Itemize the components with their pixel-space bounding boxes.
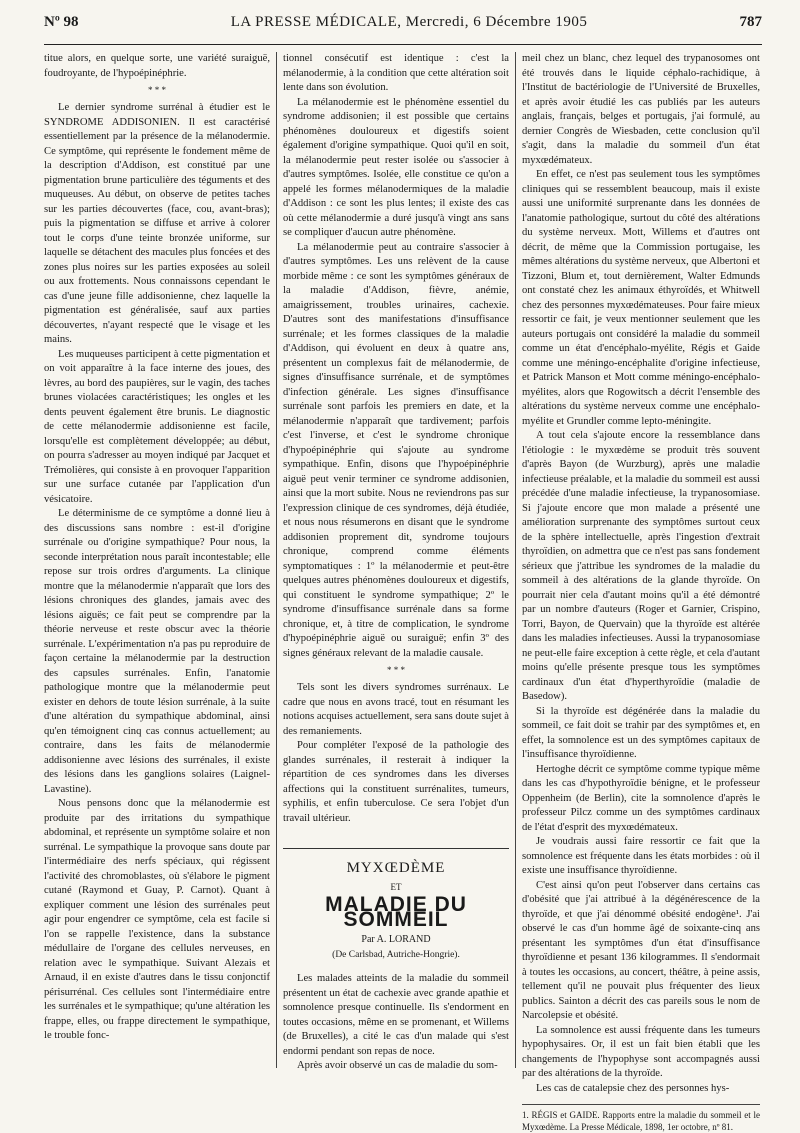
article-affiliation: (De Carlsbad, Autriche-Hongrie).	[332, 949, 460, 960]
article-title-line-2: MALADIE DU SOMMEIL	[325, 893, 467, 931]
article-title-line-1: MYXŒDÈME	[346, 860, 446, 876]
journal-title: LA PRESSE MÉDICALE, Mercredi, 6 Décembre 1905	[230, 14, 588, 30]
paragraph: Le déterminisme de ce symptôme a donné lieu à des discussions sans nombre : est-il d'origine surrénale ou d'origine sympathique? Pour nous, la seconde interprétation nous paraît incontestable; elle repose sur trois ordres d'arguments. La clinique montre que la mélanodermie n'apparaît que lors des lésions chroniques des glandes, jamais avec des lésions aiguës; ce fait peut se comprendre par la théorie nerveuse et reste obscur avec la théorie surrénale. L'expérimentation n'a pas pu reproduire de façon certaine la mélanodermie par la destruction des capsules surrénales. Enfin, l'anatomie pathologique montre que la mélanodermie peut exister en dehors de toute lésion surrénale, à la suite d'une altération du sympathique abdominal, ainsi qu'en témoignent cinq cas connus actuellement; au contraire, dans les faits de mélanodermie addisonienne avec lésions des surrénales, il existe des lésions dans les ganglions solaires (Laignel-Lavastine).	[44, 508, 270, 795]
column-rule-2	[515, 52, 516, 1068]
issue-number: Nº 98	[44, 14, 79, 30]
paragraph: Hertoghe décrit ce symptôme comme typique même dans les cas d'hypothyroïdie bénigne, et le professeur Oppenheim (de Berlin), cite la somnolence d'après le professeur Pilcz comme un des symptômes cardinaux de l'état d'esprit des myxœdémateux.	[522, 763, 760, 833]
paragraph: En effet, ce n'est pas seulement tous les symptômes cliniques qui se ressemblent beaucoup, mais il existe aussi une uniformité surprenante dans les données de l'anatomie pathologique, surtout du côté des altérations du système nerveux. Mott, Willems et d'autres ont décrit, de même que la Commission portugaise, les mêmes altérations du système nerveux, que Albertoni et Tizzoni, Blum et, tout dernièrement, Walter Edmunds ont constaté chez les animaux éthyroïdés, et Whitwell chez des personnes myxœdémateuses. Pour faire mieux ressortir ce fait, je veux mentionner seulement que les auteurs portugais ont considéré la maladie du sommeil comme un état d'encéphalo-myélite, Régis et Gaide comme une méningo-encéphalite d'origine infectieuse, et Patrick Manson et Mott comme méningo-encéphalo-myélites, alors que Rogowitsch a décrit l'ensemble des altérations du système nerveux comme une encéphalo-myélite et Grundler comme lepto-méningite.	[522, 169, 760, 427]
paragraph: Pour compléter l'exposé de la pathologie des glandes surrénales, il resterait à indiquer la répartition de ces syndromes dans les diverses affections qui la constituent surrénalites, tumeurs, syphilis, et enfin tuberculose. Ce sera l'objet d'un travail ultérieur.	[283, 740, 509, 824]
paragraph: C'est ainsi qu'on peut l'observer dans certains cas d'obésité que j'ai attribué à la dégénérescence de la thyroïde, et que j'ai dénommé obésité endogène¹. J'ai observé le cas d'un homme âgé de soixante-cinq ans présentant les symptômes d'un état d'insuffisance thyroïdienne et pesant 136 kilogrammes. Il s'endormait à toutes les occasions, au concert, théâtre, à peine assis, tellement qu'il ne pouvait plus fréquenter des lieux publics. Sainton a décrit des cas pareils sous le nom de Narcolepsie et obésité.	[522, 879, 760, 1021]
column-1	[44, 52, 270, 1068]
paragraph: Les cas de catalepsie chez des personnes hys-	[536, 1082, 730, 1094]
paragraph: Si la thyroïde est dégénérée dans la maladie du sommeil, ce fait doit se trahir par des symptômes et, en effet, la somnolence est un des symptômes capitaux de l'insuffisance thyroïdienne.	[522, 705, 760, 760]
paragraph: meil chez un blanc, chez lequel des trypanosomes ont été trouvés dans le liquide céphalo-rachidique, à l'Institut de bactériologie de l'Université de Bruxelles, et après avoir étudié les cas publiés par les auteurs anglais, français, belges et portugais, j'ai formulé, au dernier Congrès de Wiesbaden, cette conclusion qu'il s'agit, dans la maladie du sommeil d'un état myxœdémateux.	[522, 53, 760, 166]
section-separator: * * *	[148, 85, 166, 95]
footnote: 1. RÉGIS et GAIDE. Rapports entre la maladie du sommeil et le Myxœdème. La Presse Médicale, 1898, 1er octobre, nº 81.	[522, 1104, 760, 1133]
paragraph: Tels sont les divers syndromes surrénaux. Le cadre que nous en avons tracé, tout en résumant les notions acquises actuellement, sera sans doute sujet à des remaniements.	[283, 682, 509, 737]
paragraph: titue alors, en quelque sorte, une variété suraiguë, foudroyante, de l'hypoépinéphrie.	[44, 53, 270, 79]
article-heading	[283, 848, 509, 962]
column-rule-1	[276, 52, 277, 1068]
paragraph: tionnel consécutif est identique : c'est la mélanodermie, à la condition que cette altération soit lente dans son évolution.	[283, 53, 509, 93]
paragraph: A tout cela s'ajoute encore la ressemblance dans l'étiologie : le myxœdème se produit très souvent d'après Bayon (de Wurzburg), après une maladie infectieuse préalable, et la maladie du sommeil est aussi précédée d'une maladie infectieuse, la trypanosomiase. Si j'ajoute encore que mon malade a présenté une amélioration surprenante des symptômes surtout ceux de la sphère intellectuelle, après l'ingestion d'extrait thyroïdien, on admettra que ce n'est pas sans fondement sérieux que j'attribue les syndromes de la maladie du sommeil à des altérations de la glande thyroïde. On pourrait nier cela d'autant moins qu'il a été démontré par un nombre d'auteurs (Roger et Garnier, Crispino, Torri, Bayon, de Quervain) que la thyroïde est altérée dans les maladies infectieuses. Aussi la trypanosomiase ne peut-elle faire exception à cette règle, et cela d'autant moins qu'elle présente presque tous les symptômes cardinaux d'un état d'hyperthyroïdie (maladie de Basedow).	[522, 430, 760, 702]
paragraph: Les muqueuses participent à cette pigmentation et on voit apparaître à la face interne des joues, des lèvres, au bord des paupières, sur le vagin, des taches brunes violacées caractéristiques; les ongles et les dents peuvent également être brunis. Le diagnostic de cette mélanodermie addisonienne est facile, lorsqu'elle est complètement développée; au début, on pourra s'adresser au moyen indiqué par Jacquet et Trémolières, qui consiste à en provoquer l'apparition sur une surface cutanée par l'application d'un vésicatoire.	[44, 348, 270, 505]
page-number: 787	[739, 14, 762, 30]
article-title-conjunction: ET	[390, 881, 402, 892]
column-2	[283, 52, 509, 1071]
page-header	[44, 14, 762, 45]
column-3	[522, 52, 760, 1132]
paragraph: Nous pensons donc que la mélanodermie est produite par des irritations du sympathique abdominal, et représente un symptôme solaire et non surrénal. Le sympathique la provoque sans doute par l'intermédiaire des nerfs spéciaux, qui régissent l'activité des chromoblastes, où s'élabore le pigment cutané (Raymond et Guay, P. Carnot). Quant à expliquer comment une lésion des surrénales peut agir pour engendrer ce symptôme, cela est facile si l'on se rappelle l'existence, dans la substance médullaire de l'organe des cellules nerveuses, en relation avec le sympathique. Suivant Alezais et Arnaud, il en existe d'autres dans le tissu conjonctif périsurrénal. Ces cellules sont l'intermédiaire entre les surrénales et le sympathique; qu'une altération les frappe, elles, ou frappe directement le sympathique, le trouble fonc-	[44, 798, 270, 1041]
paragraph: Après avoir observé un cas de maladie du som-	[297, 1060, 498, 1071]
paragraph: La mélanodermie est le phénomène essentiel du syndrome addisonien; il est possible que certains phénomènes douloureux et digestifs soient également d'origine sympathique. Quoi qu'il en soit, la mélanodermie peut rester isolée ou s'associer à d'autres symptômes. Isolée, elle constitue ce qu'on a appelé les formes mélanodermiques de la maladie d'Addison : ce sont les plus lentes; il existe des cas où cette mélanodermie a duré jusqu'à vingt ans sans se compliquer d'aucun autre phénomène.	[283, 96, 509, 238]
paragraph: La mélanodermie peut au contraire s'associer à d'autres symptômes. Les uns relèvent de la cause morbide même : ce sont les symptômes généraux de la maladie d'Addison, fièvre, anémie, amaigrissement, troubles urinaires, cachexie. D'autres sont des manifestations d'insuffisance surrénale; et les formes classiques de la maladie d'Addison, qui évoluent en deux à quatre ans, présentent un complexus fait de mélanodermie, de signes d'insuffisance surrénale, et de symptômes d'infection générale. Les signes d'insuffisance surrénale sont parfois les premiers en date, et la mélanodermie n'apparaît que tardivement; parfois c'est l'inverse, et c'est le syndrome chronique d'hypoépinéphrie qui s'ajoute au syndrome sympathique. Enfin, disons que l'hypoépinéphrie aiguë peut venir terminer ce syndrome addisonien, ainsi que la mort subite. Nous ne reviendrons pas sur l'expression clinique de ces syndromes, déjà étudiée, et nous nous résumerons en disant que le syndrome addisonien proprement dit, syndrome toujours chronique, comprend comme éléments symptomatiques : 1º la mélanodermie et peut-être quelques autres phénomènes douloureux et digestifs, qui constituent le syndrome sympathique; 2º le syndrome d'insuffisance surrénale dans sa forme chronique, et, à titre de complication, le syndrome d'hypoépinéphrie aiguë ou suraiguë; enfin 3º des signes généraux relevant de la maladie causale.	[283, 241, 509, 659]
paragraph: Les malades atteints de la maladie du sommeil présentent un état de cachexie avec grande apathie et somnolence presque continuelle. Ils s'endorment en toutes occasions, même en se promenant, et Willems (de Bruxelles), a cité le cas d'un malade qui s'est endormi pendant son repas de noce.	[283, 973, 509, 1057]
article-author: Par A. LORAND	[361, 934, 431, 945]
paragraph: Le dernier syndrome surrénal à étudier est le SYNDROME ADDISONIEN. Il est caractérisé essentiellement par la présence de la mélanodermie. Ce symptôme, qui représente le fondement même de la description d'Addison, est constitué par une pigmentation brune particulière des téguments et des muqueuses. Au début, on observe de petites taches sur les parties découvertes (face, cou, avant-bras); puis la pigmentation se diffuse et arrive à colorer tout le corps d'une teinte bronzée uniforme, sur laquelle se détachent des macules plus foncées et des zones plus noires sur les parties exposées au soleil ou aux frottements. Nous connaissons cependant le cas d'une jeune fille addisonienne, chez laquelle la pigmentation est généralisée, sauf aux parties découvertes, n'ayant respecté que le visage et les mains.	[44, 102, 270, 345]
paragraph: Je voudrais aussi faire ressortir ce fait que la somnolence est fréquente dans les états morbides : où il existe une insuffisance thyroïdienne.	[522, 836, 760, 876]
paragraph: La somnolence est aussi fréquente dans les tumeurs hypophysaires. Or, il est un fait bien établi que les changements de l'hypophyse sont accompagnés aussi par des altérations de la thyroïde.	[522, 1024, 760, 1079]
section-separator: * * *	[387, 665, 405, 675]
